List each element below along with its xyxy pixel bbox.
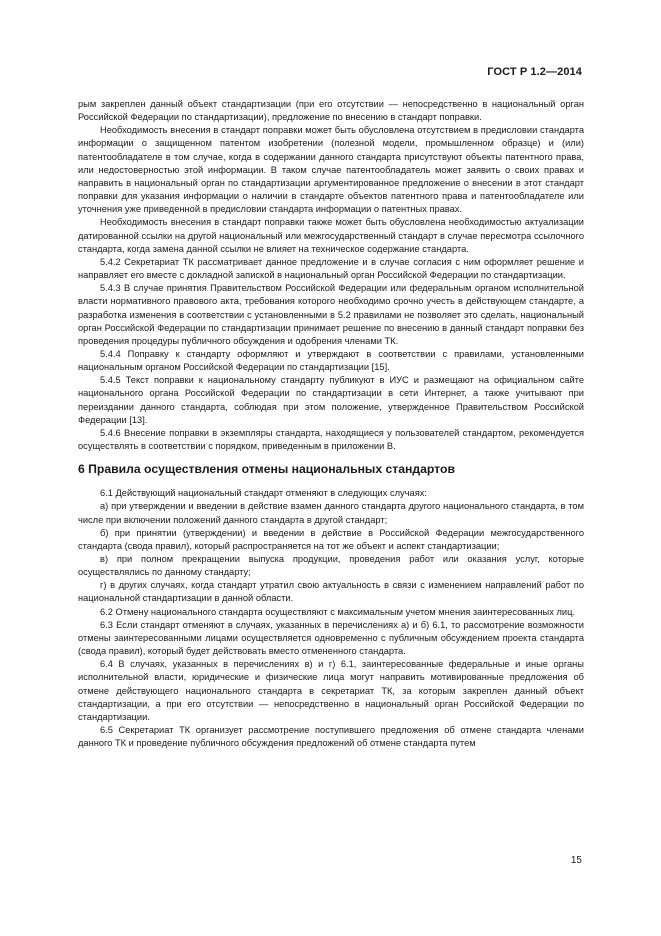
list-item-v: в) при полном прекращении выпуска продукции, проведения работ или оказания услуг, которые осуществлялись по данному стандарту; <box>78 554 584 578</box>
list-item-g: г) в других случаях, когда стандарт утратил свою актуальность в связи с изменением направлений работ по национальной стандартизации в данной области. <box>78 580 584 604</box>
clause-6-2: 6.2 Отмену национального стандарта осуществляют с максимальным учетом мнения заинтересованных лиц. <box>100 606 575 617</box>
clause-5-4-5: 5.4.5 Текст поправки к национальному стандарту публикуют в ИУС и размещают на официальном сайте национального органа Российской Федерации по стандартизации в сети Интернет, а также учитывают при переиздании данного стандарта, соблюдая при этом положение, утвержденное Правительством Российской Федерации [13]. <box>78 375 584 425</box>
clause-6-4: 6.4 В случаях, указанных в перечислениях в) и г) 6.1, заинтересованные федеральные и иные органы исполнительной власти, юридические и физические лица могут направить мотивированные предложения об отмене действующего национального стандарта в секретариат ТК, за которым закреплен данный объект стандартизации, а при его отсутствии — непосредственно в национальный орган Российской Федерации по стандартизации. <box>78 659 584 722</box>
document-body <box>78 98 584 750</box>
clause-6-5: 6.5 Секретариат ТК организует рассмотрение поступившего предложения об отмене стандарта членами данного ТК и проведение публичного обсуждения предложений об отмене стандарта путем <box>78 725 584 749</box>
clause-6-3: 6.3 Если стандарт отменяют в случаях, указанных в перечислениях а) и б) 6.1, то рассмотрение возможности отмены заинтересованными лицами осуществляется одновременно с публичным обсуждением проекта стандарта (свода правил), который будет действовать вместо отмененного стандарта. <box>78 619 584 657</box>
list-item-b: б) при принятии (утверждении) и введении в действие в Российской Федерации межгосударственного стандарта (свода правил), который распространяется на тот же объект и аспект стандартизации; <box>78 527 584 551</box>
document-code-header: ГОСТ Р 1.2—2014 <box>487 66 582 78</box>
paragraph-continuation: рым закреплен данный объект стандартизации (при его отсутствии — непосредственно в национальный орган Российской Федерации по стандартизации), предложение по внесению в стандарт поправки. <box>78 99 584 123</box>
list-item-a: а) при утверждении и введении в действие взамен данного стандарта другого национального стандарта, в том числе при включении положений данного стандарта в другой стандарт; <box>78 501 584 525</box>
clause-6-1: 6.1 Действующий национальный стандарт отменяют в следующих случаях: <box>100 488 427 499</box>
page-number: 15 <box>570 855 582 866</box>
clause-5-4-3: 5.4.3 В случае принятия Правительством Российской Федерации или федеральным органом исполнительной власти нормативного правового акта, требования которого необходимо срочно учесть в действующем стандарте, а разработка изменения в соответствии с установленными в 5.2 правилами не позволяет это сделать, национальный орган Российской Федерации по стандартизации принимает решение по внесению в данный стандарт поправки без проведения процедуры публичного обсуждения и одобрения членами ТК. <box>78 283 584 346</box>
paragraph: Необходимость внесения в стандарт поправки также может быть обусловлена необходимостью актуализации датированной ссылки на другой национальный или межгосударственный стандарт в случае пересмотра ссылочного стандарта, когда замена данной ссылки не влияет на техническое содержание стандарта. <box>78 217 584 254</box>
clause-5-4-6: 5.4.6 Внесение поправки в экземпляры стандарта, находящиеся у пользователей стандартом, рекомендуется осуществлять в соответствии с порядком, приведенным в приложении В. <box>78 427 584 452</box>
paragraph: Необходимость внесения в стандарт поправки может быть обусловлена отсутствием в предисловии стандарта информации о защищенном патентом изобретении (полезной модели, промышленном образце) и (или) патентообладателе в том случае, когда в содержании данного стандарта присутствуют объекты патентного права, или недостоверностью этой информации. В таком случае патентообладатель может заявить о своих правах и направить в национальный орган по стандартизации аргументированное предложение о внесении в этот стандарт поправки для указания информации о наличии в стандарте объектов патентного права и патентообладателе или уточнения уже приведенной в предисловии стандарта информации о патентных правах. <box>78 125 584 215</box>
section-6-heading: 6 Правила осуществления отмены национальных стандартов <box>78 462 455 477</box>
clause-5-4-4: 5.4.4 Поправку к стандарту оформляют и утверждают в соответствии с правилами, установленными национальным органом Российской Федерации по стандартизации [15]. <box>78 348 584 373</box>
clause-5-4-2: 5.4.2 Секретариат ТК рассматривает данное предложение и в случае согласия с ним оформляет решение и направляет его вместе с докладной запиской в национальный орган Российской Федерации по стандартизации. <box>78 256 584 281</box>
